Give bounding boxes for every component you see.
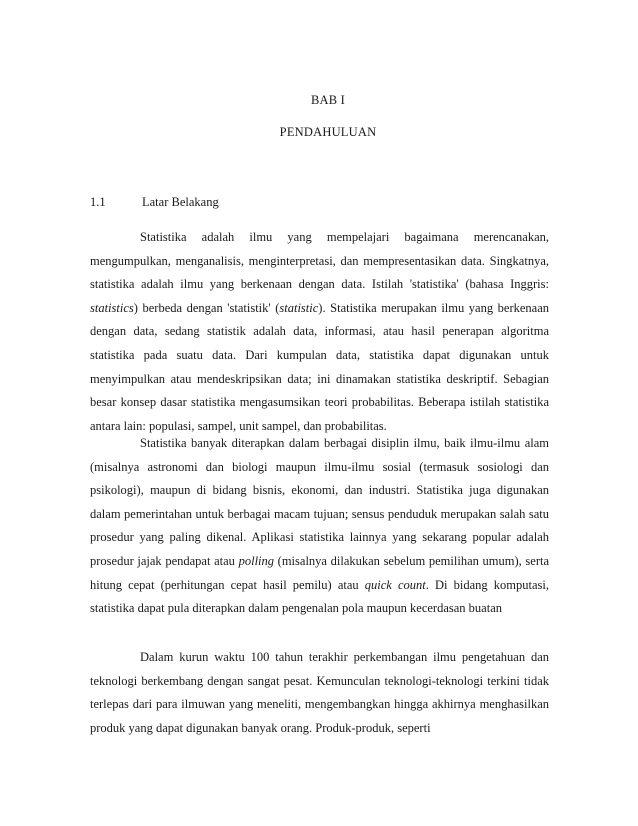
paragraph-text: Statistika adalah ilmu yang mempelajari bagaimana merencanakan, mengumpulkan, menganalisis, menginterpretasi, dan mempresentasikan data. Singkatnya, statistika adalah ilmu yang berkenaan dengan data. Istilah 'statistika' (bahasa Inggris:: [90, 230, 549, 292]
chapter-title: PENDAHULUAN: [279, 125, 377, 139]
paragraph-text: (misalnya dilakukan sebelum pemilihan umum), serta hitung cepat (perhitungan cepat hasil pemilu) atau: [90, 553, 550, 592]
section-number: 1.1: [90, 195, 106, 209]
paragraph-text: ). Statistika merupakan ilmu yang berkenaan dengan data, sedang statistik adalah data, informasi, atau hasil penerapan algoritma statistika pada suatu data. Dari kumpulan data, statistika dapat digunakan untuk menyimpulkan atau mendeskripsikan data; ini dinamakan statistika deskriptif. Sebagian besar konsep dasar statistika mengasumsikan teori probabilitas. Beberapa istilah statistika antara lain: populasi, sampel, unit sampel, dan probabilitas.: [90, 300, 550, 433]
italic-term: polling: [238, 553, 275, 568]
italic-term: statistic: [279, 300, 319, 315]
paragraph-text: Dalam kurun waktu 100 tahun terakhir perkembangan ilmu pengetahuan dan teknologi berkembang dengan sangat pesat. Kemunculan teknologi-teknologi terkini tidak terlepas dari para ilmuwan yang meneliti, mengembangkan hingga akhirnya menghasilkan produk yang dapat digunakan banyak orang. Produk-produk, seperti: [90, 650, 549, 735]
chapter-heading: BAB I: [311, 93, 345, 107]
italic-term: statistics: [90, 300, 134, 315]
paragraph-text: . Di bidang komputasi, statistika dapat pula diterapkan dalam pengenalan pola maupun kecerdasan buatan: [90, 577, 550, 616]
paragraph-3: [90, 646, 549, 741]
section-heading: [90, 195, 219, 210]
italic-term: quick count: [364, 577, 426, 592]
paragraph-2: [90, 432, 549, 621]
paragraph-text: Statistika banyak diterapkan dalam berbagai disiplin ilmu, baik ilmu-ilmu alam (misalnya astronomi dan biologi maupun ilmu-ilmu sosial (termasuk sosiologi dan psikologi), maupun di bidang bisnis, ekonomi, dan industri. Statistika juga digunakan dalam pemerintahan untuk berbagai macam tujuan; sensus penduduk merupakan salah satu prosedur yang paling dikenal. Aplikasi statistika lainnya yang sekarang popular adalah prosedur jajak pendapat atau: [90, 436, 549, 568]
section-title: Latar Belakang: [142, 195, 219, 209]
paragraph-text: ) berbeda dengan 'statistik' (: [133, 300, 280, 315]
paragraph-1: [90, 226, 549, 438]
